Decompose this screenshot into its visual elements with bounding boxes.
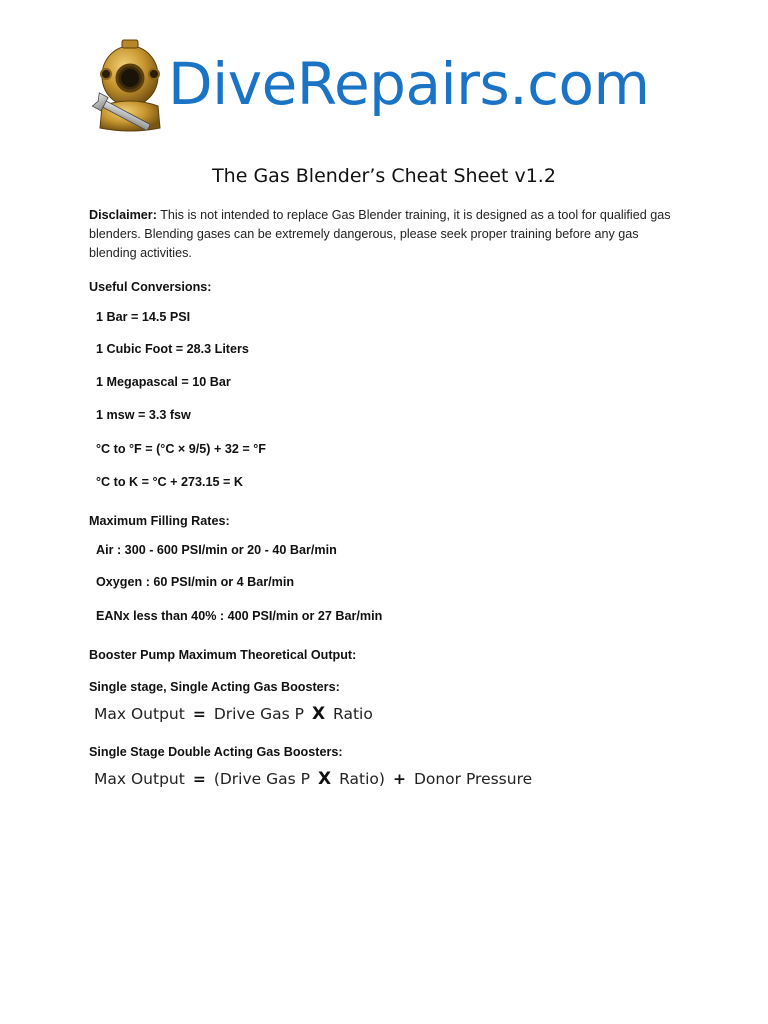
conversion-item: 1 Megapascal = 10 Bar — [96, 375, 231, 389]
multiply-sign: X — [317, 769, 332, 789]
page-title: The Gas Blender’s Cheat Sheet v1.2 — [212, 165, 556, 187]
formula-term: Ratio — [333, 705, 373, 723]
disclaimer — [89, 206, 689, 263]
formula-term: Drive Gas P — [213, 705, 304, 723]
conversion-item: °C to K = °C + 273.15 = K — [96, 475, 243, 489]
filling-rate-item: Oxygen : 60 PSI/min or 4 Bar/min — [96, 575, 295, 589]
conversion-item: 1 Bar = 14.5 PSI — [96, 310, 191, 324]
formula-term: Ratio) — [339, 770, 385, 788]
equals-sign: = — [192, 705, 206, 723]
dive-helmet-wrench-icon — [92, 36, 164, 136]
booster-heading: Booster Pump Maximum Theoretical Output: — [89, 648, 357, 662]
disclaimer-label: Disclaimer: — [89, 208, 157, 222]
conversions-heading: Useful Conversions: — [89, 280, 212, 294]
conversion-item: 1 Cubic Foot = 28.3 Liters — [96, 342, 249, 356]
filling-rate-item: Air : 300 - 600 PSI/min or 20 - 40 Bar/min — [96, 543, 337, 557]
formula-lhs: Max Output — [94, 705, 185, 723]
multiply-sign: X — [311, 704, 326, 724]
formula-lhs: Max Output — [94, 770, 185, 788]
conversion-item: °C to °F = (°C × 9/5) + 32 = °F — [96, 442, 266, 456]
brand-wordmark: DiveRepairs.com — [168, 50, 650, 118]
disclaimer-text: This is not intended to replace Gas Blender training, it is designed as a tool for qualified gas blenders. Blending gases can be extremely dangerous, please seek proper training before any gas blending activities. — [89, 208, 671, 260]
double-acting-formula — [94, 768, 532, 790]
single-acting-heading: Single stage, Single Acting Gas Boosters: — [89, 680, 340, 694]
plus-sign: + — [392, 770, 406, 788]
filling-rates-heading: Maximum Filling Rates: — [89, 514, 230, 528]
equals-sign: = — [192, 770, 206, 788]
conversion-item: 1 msw = 3.3 fsw — [96, 408, 191, 422]
single-acting-formula — [94, 703, 373, 725]
formula-term: Donor Pressure — [413, 770, 533, 788]
filling-rate-item: EANx less than 40% : 400 PSI/min or 27 Bar/min — [96, 609, 383, 623]
double-acting-heading: Single Stage Double Acting Gas Boosters: — [89, 745, 343, 759]
formula-term: (Drive Gas P — [213, 770, 310, 788]
